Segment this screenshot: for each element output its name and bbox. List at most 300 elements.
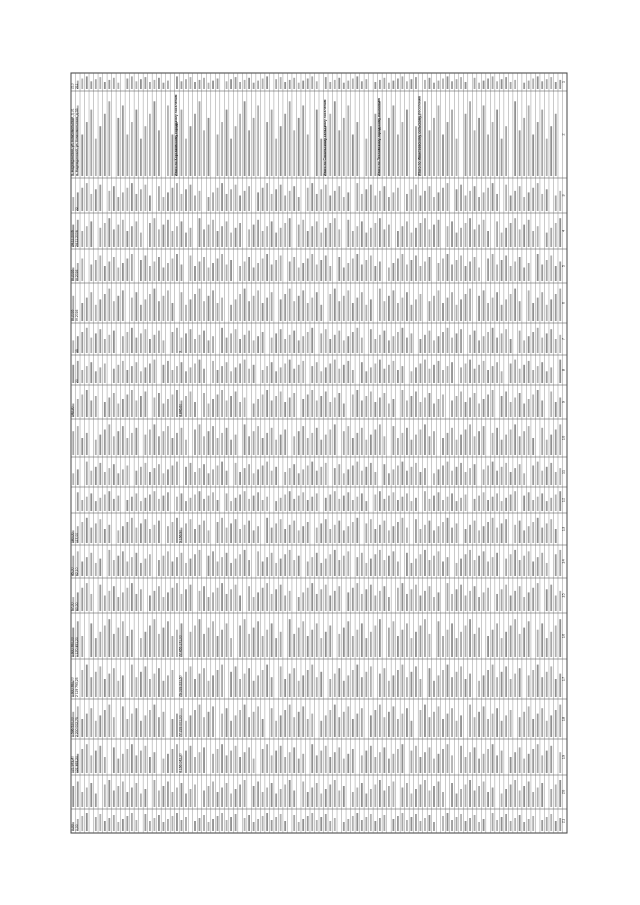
cell-text-smudge (217, 135, 219, 177)
cell-text-smudge (248, 229, 250, 247)
cell-text-smudge (510, 821, 512, 831)
cell-text-smudge (478, 786, 480, 807)
cell-text-smudge (212, 675, 214, 697)
cell-text-smudge (90, 471, 92, 485)
cell-text-smudge (532, 562, 534, 577)
cell-text-smudge (447, 226, 449, 247)
cell-text-smudge (181, 783, 183, 807)
cell-text-smudge (244, 335, 246, 353)
cell-text-smudge (302, 526, 304, 543)
cell-text-smudge (158, 634, 160, 657)
cell-text-smudge (460, 559, 462, 576)
cell-text-smudge (257, 492, 259, 511)
cell-text-smudge (478, 365, 480, 383)
cell-text-smudge (293, 521, 295, 543)
cell-text-smudge (424, 619, 426, 657)
cell-text-smudge (167, 754, 169, 773)
cell-text-smudge (95, 563, 97, 576)
cell-text-smudge (383, 815, 385, 831)
cell-text-smudge (411, 721, 413, 737)
cell-text-smudge (95, 817, 97, 831)
cell-text-smudge (181, 221, 183, 247)
cell-text-smudge (275, 751, 277, 773)
cell-text-smudge (555, 679, 557, 697)
cell-text-smudge (262, 500, 264, 511)
cell-text-smudge (275, 233, 277, 247)
cell-text-smudge (293, 130, 295, 176)
cell-text-smudge (131, 497, 133, 511)
cell-text-smudge (374, 82, 376, 89)
cell-text-smudge (99, 519, 101, 543)
cell-text-smudge (126, 79, 128, 90)
cell-text-smudge (392, 361, 394, 383)
cell-text-smudge (131, 254, 133, 281)
cell-text-smudge (361, 820, 363, 831)
cell-text-smudge (163, 759, 165, 773)
cell-text-smudge (483, 220, 485, 247)
cell-text-smudge (86, 744, 88, 773)
cell-text-smudge (496, 194, 498, 211)
cell-text-smudge (185, 467, 187, 485)
cell-text-smudge (122, 754, 124, 773)
cell-text-smudge (483, 336, 485, 353)
cell-text-smudge (550, 585, 552, 611)
cell-text-smudge (383, 521, 385, 543)
cell-text-smudge (239, 266, 241, 281)
cell-text-smudge (406, 110, 408, 176)
cell-text-smudge (334, 335, 336, 353)
cell-text-smudge (537, 462, 539, 485)
cell-text-smudge (415, 299, 417, 321)
cell-text-smudge (523, 712, 525, 737)
cell-text-smudge (293, 393, 295, 417)
cell-text-smudge (104, 82, 106, 89)
cell-text-smudge (492, 557, 494, 576)
cell-text-smudge (158, 229, 160, 247)
cell-text-smudge (469, 550, 471, 576)
cell-text-smudge (86, 497, 88, 511)
cell-text-smudge (122, 621, 124, 657)
cell-text-smudge (510, 679, 512, 697)
cell-text-smudge (392, 551, 394, 576)
cell-text-smudge (559, 218, 561, 247)
cell-text-smudge (361, 338, 363, 353)
cell-text-smudge (257, 192, 259, 211)
cell-text-smudge (555, 785, 557, 808)
cell-text-smudge (474, 331, 476, 353)
cell-text-smudge (451, 820, 453, 831)
cell-text-smudge (352, 588, 354, 611)
cell-text-smudge (248, 668, 250, 697)
cell-text-smudge (555, 821, 557, 831)
cell-text-smudge (523, 340, 525, 353)
cell-text-smudge (528, 706, 530, 737)
cell-text-smudge (95, 189, 97, 211)
cell-text-smudge (262, 332, 264, 353)
cell-text-smudge (465, 402, 467, 417)
cell-text-smudge (203, 78, 205, 89)
cell-text-smudge (519, 130, 521, 176)
cell-text-smudge (546, 638, 548, 657)
cell-text-smudge (226, 755, 228, 773)
cell-text-smudge (537, 122, 539, 176)
summary-cell-text: X (178, 350, 183, 353)
cell-text-smudge (555, 223, 557, 247)
cell-text-smudge (388, 530, 390, 543)
cell-text-smudge (154, 619, 156, 657)
cell-text-smudge (397, 231, 399, 247)
cell-text-smudge (442, 792, 444, 807)
cell-text-smudge (415, 185, 417, 211)
cell-text-smudge (167, 263, 169, 281)
cell-text-smudge (316, 553, 318, 576)
cell-text-smudge (284, 430, 286, 456)
cell-text-smudge (374, 710, 376, 737)
cell-text-smudge (546, 501, 548, 511)
cell-text-smudge (397, 259, 399, 282)
cell-text-smudge (108, 468, 110, 485)
cell-text-smudge (519, 331, 521, 353)
cell-text-smudge (316, 677, 318, 697)
cell-text-smudge (402, 744, 404, 773)
cell-text-smudge (501, 721, 503, 737)
cell-text-smudge (266, 433, 268, 455)
cell-text-smudge (172, 719, 174, 737)
cell-text-smudge (483, 706, 485, 737)
cell-text-smudge (374, 495, 376, 512)
cell-text-smudge (113, 436, 115, 455)
cell-text-smudge (559, 491, 561, 511)
cell-text-smudge (163, 340, 165, 353)
cell-text-smudge (307, 588, 309, 611)
cell-text-smudge (298, 556, 300, 576)
cell-text-smudge (95, 371, 97, 383)
cell-text-smudge (424, 780, 426, 807)
cell-text-smudge (338, 717, 340, 737)
cell-text-smudge (176, 366, 178, 383)
cell-text-smudge (546, 440, 548, 455)
cell-text-smudge (302, 782, 304, 808)
cell-text-smudge (289, 398, 291, 418)
cell-text-smudge (546, 305, 548, 321)
cell-text-smudge (293, 257, 295, 281)
cell-text-smudge (496, 677, 498, 697)
cell-text-smudge (307, 466, 309, 486)
cell-text-smudge (356, 254, 358, 281)
cell-text-smudge (158, 815, 160, 831)
cell-text-smudge (519, 301, 521, 321)
cell-text-smudge (298, 268, 300, 282)
cell-text-smudge (433, 225, 435, 247)
cell-text-smudge (257, 675, 259, 697)
cell-text-smudge (185, 523, 187, 543)
cell-text-smudge (501, 371, 503, 383)
cell-text-smudge (149, 710, 151, 737)
cell-text-smudge (194, 529, 196, 543)
cell-text-smudge (172, 466, 174, 486)
cell-text-smudge (456, 440, 458, 455)
cell-text-smudge (108, 525, 110, 543)
cell-text-smudge (424, 335, 426, 353)
cell-text-smudge (280, 435, 282, 455)
cell-text-smudge (397, 332, 399, 353)
cell-text-smudge (365, 563, 367, 576)
cell-text-smudge (307, 395, 309, 418)
cell-text-smudge (208, 496, 210, 511)
cell-text-smudge (302, 426, 304, 455)
cell-text-smudge (478, 225, 480, 247)
cell-text-smudge (532, 792, 534, 807)
cell-text-smudge (415, 256, 417, 282)
cell-text-smudge (244, 360, 246, 383)
cell-text-smudge (465, 495, 467, 512)
cell-text-smudge (415, 585, 417, 611)
cell-text-smudge (474, 499, 476, 511)
cell-text-smudge (320, 467, 322, 485)
cell-text-smudge (262, 438, 264, 455)
cell-text-smudge (334, 289, 336, 321)
cell-text-smudge (199, 80, 201, 89)
section-header: Итого по Лесновскому городскому поселению (376, 97, 381, 176)
cell-text-smudge (298, 759, 300, 773)
cell-text-smudge (135, 194, 137, 211)
cell-text-smudge (356, 557, 358, 576)
cell-text-smudge (447, 433, 449, 455)
cell-text-smudge (172, 749, 174, 773)
cell-text-smudge (442, 438, 444, 455)
cell-text-smudge (307, 438, 309, 455)
cell-text-smudge (505, 126, 507, 176)
cell-text-smudge (221, 630, 223, 657)
cell-text-smudge (456, 467, 458, 485)
cell-text-smudge (253, 628, 255, 657)
cell-text-smudge (492, 390, 494, 417)
cell-text-smudge (442, 562, 444, 577)
cell-text-smudge (199, 360, 201, 383)
cell-text-smudge (528, 782, 530, 808)
cell-text-smudge (86, 583, 88, 611)
cell-text-smudge (442, 332, 444, 353)
cell-text-smudge (307, 259, 309, 282)
cell-text-smudge (429, 815, 431, 831)
cell-text-smudge (465, 223, 467, 247)
cell-text-smudge (433, 712, 435, 737)
cell-text-smudge (298, 340, 300, 353)
cell-text-smudge (86, 76, 88, 89)
cell-text-smudge (329, 679, 331, 697)
cell-text-smudge (451, 623, 453, 657)
cell-text-smudge (135, 362, 137, 383)
cell-text-smudge (559, 289, 561, 321)
cell-text-smudge (460, 746, 462, 773)
cell-text-smudge (190, 299, 192, 321)
cell-text-smudge (438, 492, 440, 511)
cell-text-smudge (505, 329, 507, 353)
cell-text-smudge (501, 396, 503, 417)
cell-text-smudge (505, 498, 507, 511)
cell-text-smudge (307, 816, 309, 831)
cell-text-smudge (541, 110, 543, 176)
cell-text-smudge (194, 626, 196, 658)
cell-text-smudge (406, 623, 408, 657)
cell-text-smudge (230, 817, 232, 831)
cell-text-smudge (226, 401, 228, 418)
cell-text-smudge (271, 110, 273, 176)
cell-text-smudge (465, 430, 467, 456)
cell-text-smudge (190, 329, 192, 353)
cell-text-smudge (541, 265, 543, 282)
cell-text-smudge (95, 523, 97, 543)
cell-text-smudge (388, 404, 390, 418)
cell-text-smudge (144, 814, 146, 831)
cell-text-smudge (140, 638, 142, 657)
cell-text-smudge (483, 675, 485, 697)
cell-text-smudge (149, 114, 151, 176)
cell-text-smudge (185, 396, 187, 417)
cell-text-smudge (406, 820, 408, 831)
cell-text-smudge (298, 118, 300, 176)
cell-text-smudge (379, 705, 381, 737)
cell-text-smudge (113, 78, 115, 89)
cell-text-smudge (135, 292, 137, 321)
cell-text-smudge (86, 714, 88, 737)
cell-text-smudge (194, 785, 196, 808)
cell-text-smudge (388, 225, 390, 247)
cell-text-smudge (90, 553, 92, 576)
cell-text-smudge (514, 289, 516, 321)
cell-text-smudge (429, 717, 431, 737)
table-cell-text: IV.2016 (74, 309, 79, 321)
cell-text-smudge (420, 364, 422, 384)
cell-text-smudge (244, 491, 246, 511)
cell-text-smudge (253, 118, 255, 176)
cell-text-smudge (149, 626, 151, 658)
cell-text-smudge (257, 782, 259, 808)
cell-text-smudge (154, 262, 156, 282)
cell-text-smudge (420, 710, 422, 737)
table-cell-text: 45,00 (70, 567, 75, 576)
cell-text-smudge (104, 402, 106, 417)
cell-text-smudge (117, 118, 119, 176)
cell-text-smudge (280, 126, 282, 176)
cell-text-smudge (550, 228, 552, 247)
cell-text-smudge (266, 518, 268, 543)
cell-text-smudge (126, 636, 128, 657)
cell-text-smudge (528, 81, 530, 89)
cell-text-smudge (447, 497, 449, 511)
cell-text-smudge (208, 473, 210, 485)
cell-text-smudge (316, 265, 318, 282)
cell-text-smudge (311, 254, 313, 281)
cell-text-smudge (212, 220, 214, 247)
cell-text-smudge (163, 681, 165, 697)
cell-text-smudge (365, 638, 367, 657)
cell-text-smudge (248, 464, 250, 485)
cell-text-smudge (208, 628, 210, 657)
cell-text-smudge (550, 435, 552, 455)
cell-text-smudge (167, 220, 169, 247)
cell-text-smudge (212, 81, 214, 89)
cell-text-smudge (140, 139, 142, 176)
cell-text-smudge (510, 757, 512, 773)
cell-text-smudge (172, 522, 174, 543)
cell-text-smudge (226, 362, 228, 383)
cell-text-smudge (451, 362, 453, 383)
cell-text-smudge (185, 721, 187, 737)
cell-text-smudge (352, 79, 354, 90)
cell-text-smudge (352, 816, 354, 831)
cell-text-smudge (86, 813, 88, 831)
cell-text-smudge (199, 335, 201, 353)
cell-text-smudge (537, 366, 539, 383)
cell-text-smudge (131, 328, 133, 353)
cell-text-smudge (343, 118, 345, 176)
cell-text-smudge (532, 79, 534, 90)
cell-text-smudge (239, 223, 241, 247)
cell-text-smudge (117, 496, 119, 511)
cell-text-smudge (433, 681, 435, 697)
cell-text-smudge (329, 114, 331, 176)
cell-text-smudge (190, 715, 192, 737)
cell-text-smudge (392, 399, 394, 417)
cell-text-smudge (154, 591, 156, 611)
cell-text-smudge (154, 335, 156, 353)
cell-text-smudge (402, 366, 404, 383)
cell-text-smudge (365, 233, 367, 247)
cell-text-smudge (235, 126, 237, 176)
cell-text-smudge (99, 498, 101, 511)
cell-text-smudge (316, 783, 318, 807)
cell-text-smudge (203, 301, 205, 321)
cell-text-smudge (392, 526, 394, 543)
cell-text-smudge (420, 554, 422, 576)
cell-text-smudge (320, 721, 322, 737)
cell-text-smudge (235, 329, 237, 353)
cell-text-smudge (532, 188, 534, 211)
cell-text-smudge (541, 755, 543, 773)
cell-text-smudge (194, 679, 196, 697)
cell-text-smudge (469, 101, 471, 176)
cell-text-smudge (424, 398, 426, 418)
cell-text-smudge (460, 367, 462, 383)
column-number-label: 7 (560, 337, 566, 341)
cell-text-smudge (514, 101, 516, 176)
cell-text-smudge (280, 392, 282, 418)
cell-text-smudge (442, 303, 444, 321)
cell-text-smudge (185, 139, 187, 176)
cell-text-smudge (465, 679, 467, 697)
cell-text-smudge (185, 305, 187, 321)
cell-text-smudge (217, 303, 219, 321)
cell-text-smudge (212, 426, 214, 455)
cell-text-smudge (208, 197, 210, 211)
cell-text-smudge (140, 589, 142, 611)
cell-text-smudge (541, 292, 543, 321)
cell-text-smudge (275, 139, 277, 176)
cell-text-smudge (221, 433, 223, 455)
cell-text-smudge (280, 256, 282, 282)
cell-text-smudge (374, 364, 376, 384)
cell-text-smudge (334, 424, 336, 455)
cell-text-smudge (271, 594, 273, 611)
cell-text-smudge (248, 301, 250, 321)
cell-text-smudge (474, 393, 476, 417)
cell-text-smudge (307, 500, 309, 511)
cell-text-smudge (474, 815, 476, 831)
cell-text-smudge (221, 254, 223, 281)
cell-text-smudge (460, 185, 462, 211)
cell-text-smudge (81, 792, 83, 807)
